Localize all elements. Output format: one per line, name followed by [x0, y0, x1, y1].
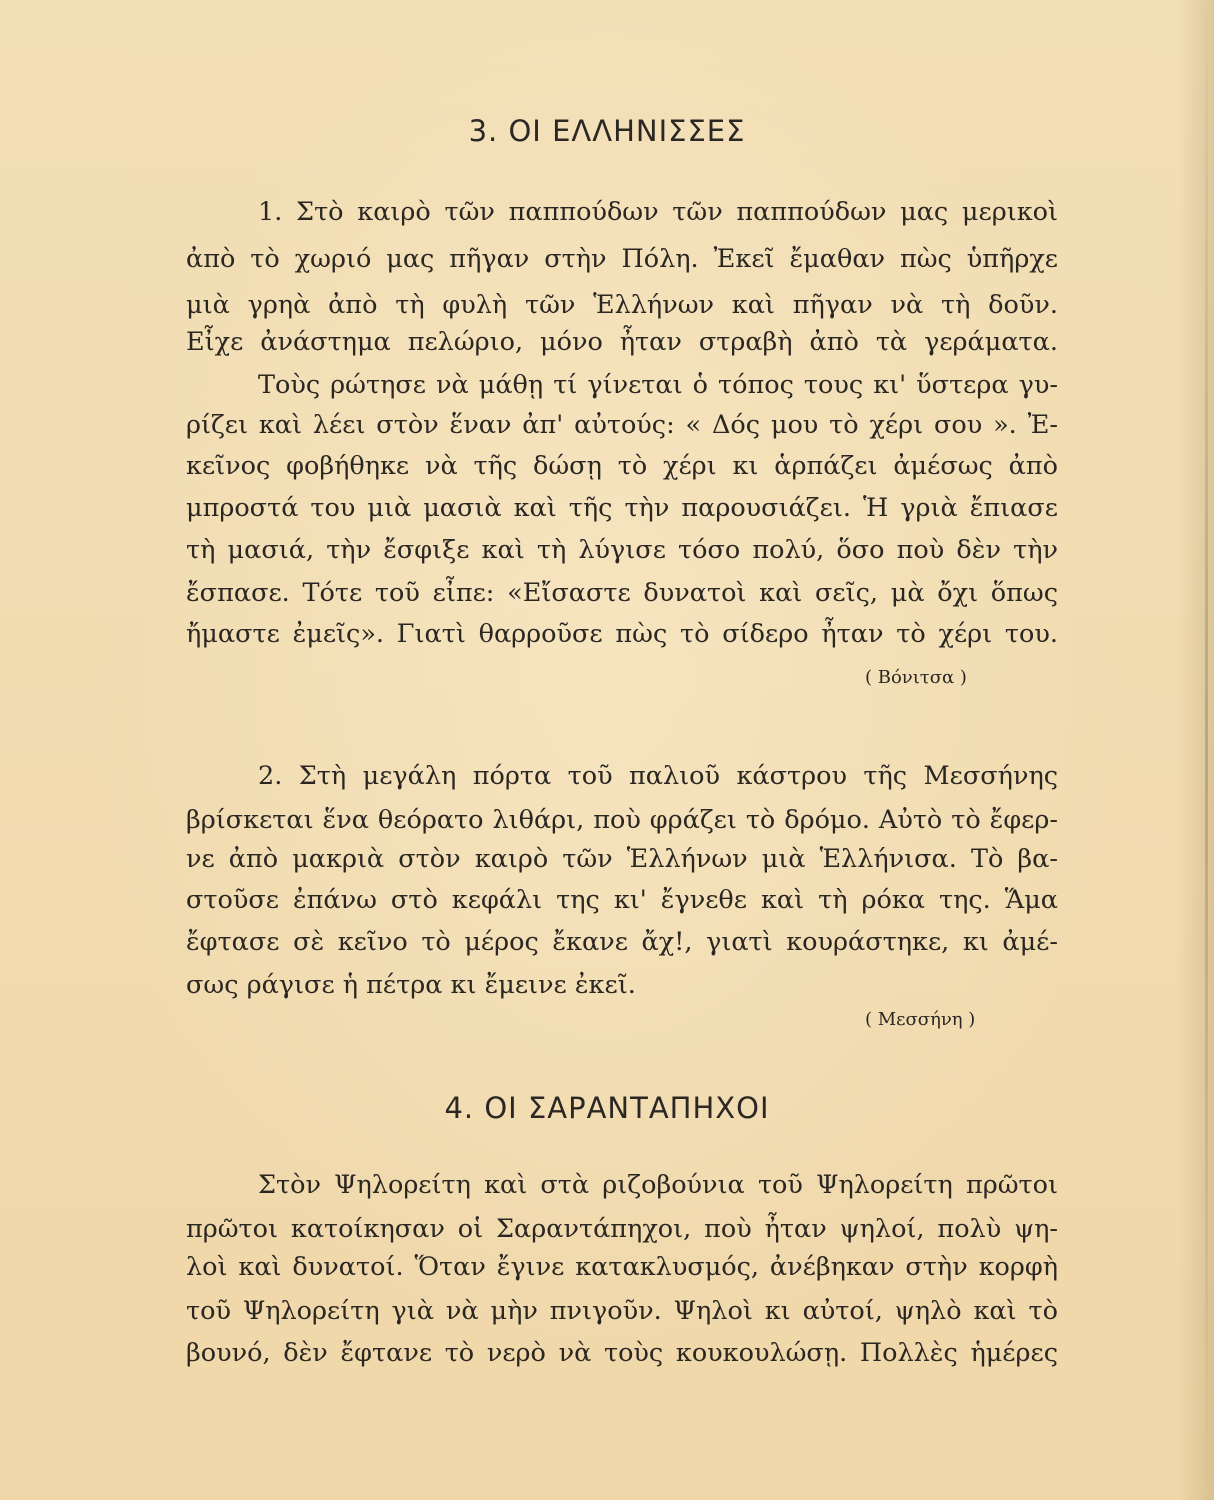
story-1-line-2: ἀπὸ τὸ χωριό μας πῆγαν στὴν Πόλη. Ἐκεῖ ἔμαθαν πὼς ὑπῆρχε: [186, 244, 1058, 274]
section-4-line-1: Στὸν Ψηλορείτη καὶ στὰ ριζοβούνια τοῦ Ψηλορείτη πρῶτοι: [258, 1170, 1058, 1200]
story-2-source: ( Μεσσήνη ): [865, 1009, 976, 1030]
section-3-title: 3. ΟΙ ΕΛΛΗΝΙΣΣΕΣ: [468, 114, 746, 148]
story-1-line-11: ἤμαστε ἐμεῖς». Γιατὶ θαρροῦσε πὼς τὸ σίδερο ἦταν τὸ χέρι του.: [186, 619, 1058, 649]
page-edge: [1205, 0, 1208, 1500]
story-2-line-4: στοῦσε ἐπάνω στὸ κεφάλι της κι' ἔγνεθε καὶ τὴ ρόκα της. Ἅμα: [186, 885, 1058, 915]
story-2-line-2: βρίσκεται ἕνα θεόρατο λιθάρι, ποὺ φράζει τὸ δρόμο. Αὐτὸ τὸ ἔφερ-: [186, 805, 1058, 835]
story-1-line-7: κεῖνος φοβήθηκε νὰ τῆς δώσῃ τὸ χέρι κι ἁρπάζει ἀμέσως ἀπὸ: [186, 451, 1058, 481]
story-1-line-5: Τοὺς ρώτησε νὰ μάθῃ τί γίνεται ὁ τόπος τους κι' ὕστερα γυ-: [258, 370, 1058, 400]
story-2-line-5: ἔφτασε σὲ κεῖνο τὸ μέρος ἔκανε ἄχ!, γιατὶ κουράστηκε, κι ἀμέ-: [186, 927, 1058, 957]
story-1-line-4: Εἶχε ἀνάστημα πελώριο, μόνο ἦταν στραβὴ ἀπὸ τὰ γεράματα.: [186, 327, 1058, 357]
story-2-line-6: σως ράγισε ἡ πέτρα κι ἔμεινε ἐκεῖ.: [186, 970, 636, 1000]
section-4-line-4: τοῦ Ψηλορείτη γιὰ νὰ μὴν πνιγοῦν. Ψηλοὶ κι αὐτοί, ψηλὸ καὶ τὸ: [186, 1296, 1058, 1326]
section-4-line-3: λοὶ καὶ δυνατοί. Ὅταν ἔγινε κατακλυσμός, ἀνέβηκαν στὴν κορφὴ: [186, 1252, 1058, 1282]
section-4-line-5: βουνό, δὲν ἔφτανε τὸ νερὸ νὰ τοὺς κουκουλώσῃ. Πολλὲς ἡμέρες: [186, 1338, 1058, 1368]
story-1-line-8: μπροστά του μιὰ μασιὰ καὶ τῆς τὴν παρουσιάζει. Ἡ γριὰ ἔπιασε: [186, 493, 1058, 523]
story-1-line-1: 1. Στὸ καιρὸ τῶν παππούδων τῶν παππούδων μας μερικοὶ: [258, 197, 1058, 227]
story-1-line-6: ρίζει καὶ λέει στὸν ἕναν ἀπ' αὐτούς: « Δός μου τὸ χέρι σου ». Ἐ-: [186, 410, 1058, 440]
story-2-line-1: 2. Στὴ μεγάλη πόρτα τοῦ παλιοῦ κάστρου τῆς Μεσσήνης: [258, 761, 1058, 791]
section-4-line-2: πρῶτοι κατοίκησαν οἱ Σαραντάπηχοι, ποὺ ἦταν ψηλοί, πολὺ ψη-: [186, 1214, 1058, 1244]
story-1-source: ( Βόνιτσα ): [865, 667, 967, 688]
story-2-line-3: νε ἀπὸ μακριὰ στὸν καιρὸ τῶν Ἑλλήνων μιὰ Ἑλλήνισα. Τὸ βα-: [186, 844, 1058, 874]
story-1-line-9: τὴ μασιά, τὴν ἔσφιξε καὶ τὴ λύγισε τόσο πολύ, ὅσο ποὺ δὲν τὴν: [186, 535, 1058, 565]
section-4-title: 4. ΟΙ ΣΑΡΑΝΤΑΠΗΧΟΙ: [444, 1091, 770, 1125]
story-1-line-3: μιὰ γρηὰ ἀπὸ τὴ φυλὴ τῶν Ἑλλήνων καὶ πῆγαν νὰ τὴ δοῦν.: [186, 290, 1058, 320]
story-1-line-10: ἔσπασε. Τότε τοῦ εἶπε: «Εἴσαστε δυνατοὶ καὶ σεῖς, μὰ ὄχι ὅπως: [186, 578, 1058, 608]
